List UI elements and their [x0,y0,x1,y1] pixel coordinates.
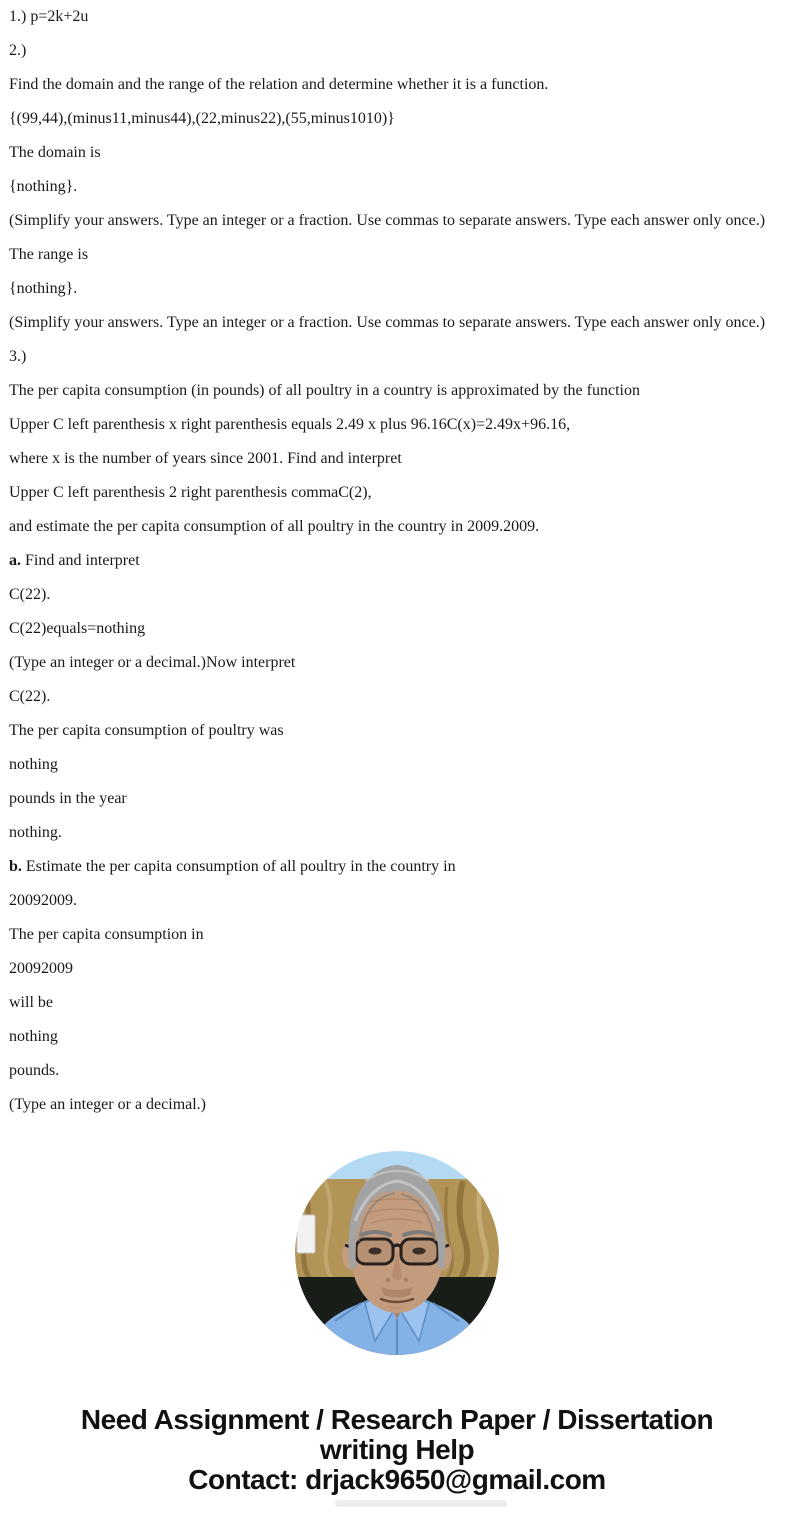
footer-contact-email: Contact: drjack9650@gmail.com [188,1464,606,1495]
document-line: (Type an integer or a decimal.) [9,1096,207,1113]
avatar-switch-plate [297,1215,315,1253]
document-line: where x is the number of years since 2001. Find and interpret [9,450,402,467]
document-line: 1.) p=2k+2u [9,8,89,25]
document-line: will be [9,994,53,1011]
document-line: nothing. [9,824,62,841]
document-line: The domain is [9,144,101,161]
footer-heading-line1: Need Assignment / Research Paper / Dissertation [80,1404,714,1435]
document-line: 2.) [9,42,27,59]
document-line: pounds. [9,1062,60,1079]
document-line: {nothing}. [9,280,78,297]
watermark-smudge [335,1500,507,1507]
document-line: The per capita consumption (in pounds) of all poultry in a country is approximated by the function [9,382,640,399]
document-line: 3.) [9,348,27,365]
document-line: 20092009. [9,892,77,909]
document-line: Find the domain and the range of the relation and determine whether it is a function. [9,76,549,93]
document-line: {(99,44),(minus11,minus44),(22,minus22),(55,minus1010)} [9,110,395,127]
document-line: C(22)equals=nothing [9,620,146,637]
document-line: Upper C left parenthesis 2 right parenthesis commaC(2), [9,484,372,501]
document-line: C(22). [9,688,51,705]
document-line: The range is [9,246,89,263]
document-line: (Type an integer or a decimal.)Now interpret [9,654,296,671]
document-line: b. Estimate the per capita consumption of all poultry in the country in [9,858,456,875]
footer-banner [0,1405,794,1507]
footer-heading-line2: writing Help [319,1434,475,1465]
document-line: nothing [9,756,58,773]
document-line: The per capita consumption of poultry was [9,722,284,739]
document-line: pounds in the year [9,790,127,807]
document-line: Upper C left parenthesis x right parenthesis equals 2.49 x plus 96.16C(x)=2.49x+96.16, [9,416,571,433]
document-line: (Simplify your answers. Type an integer or a fraction. Use commas to separate answers. Type each answer only once.) [9,212,766,229]
person-photo-avatar [295,1151,499,1355]
document-line: 20092009 [9,960,73,977]
avatar [295,1151,499,1355]
document-line: nothing [9,1028,58,1045]
document-line: a. Find and interpret [9,552,140,569]
document-line: {nothing}. [9,178,78,195]
document-line: and estimate the per capita consumption of all poultry in the country in 2009.2009. [9,518,540,535]
document-line: (Simplify your answers. Type an integer or a fraction. Use commas to separate answers. Type each answer only once.) [9,314,766,331]
document-line: C(22). [9,586,51,603]
document-line: The per capita consumption in [9,926,204,943]
